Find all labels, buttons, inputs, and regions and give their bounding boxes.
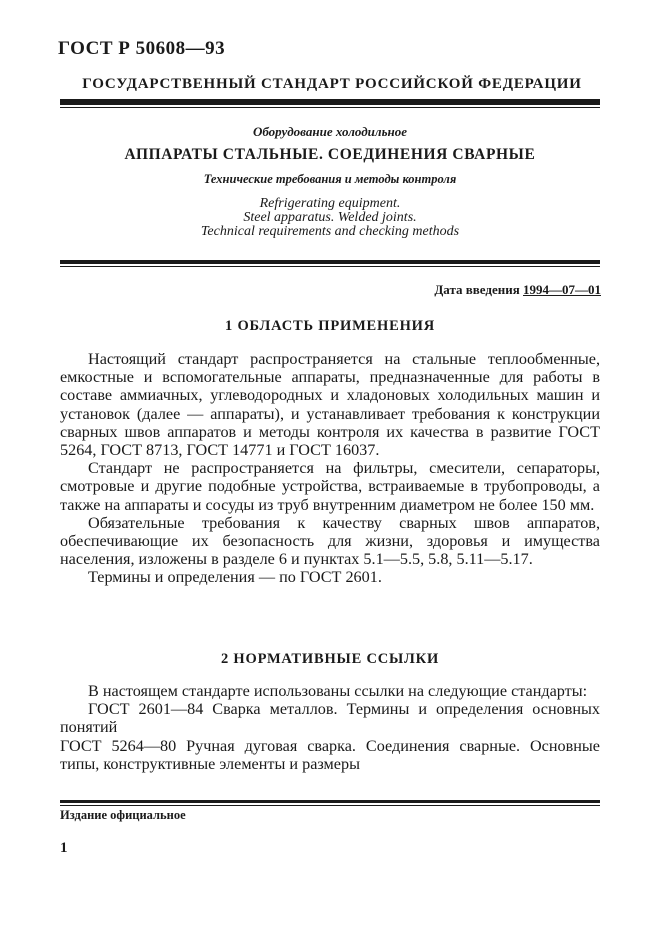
paragraph: Термины и определения — по ГОСТ 2601. — [88, 568, 382, 587]
reference-item: ГОСТ 2601—84 Сварка металлов. Термины и определения основных понятий — [60, 700, 600, 737]
header-rule-thin — [60, 107, 600, 108]
title-rule-thick — [60, 260, 600, 264]
english-title — [60, 197, 600, 239]
document-main-title: АППАРАТЫ СТАЛЬНЫЕ. СОЕДИНЕНИЯ СВАРНЫЕ — [124, 146, 536, 163]
footer-rule-thick — [60, 800, 600, 803]
equipment-subtitle: Оборудование холодильное — [252, 124, 408, 139]
document-code: ГОСТ Р 50608—93 — [58, 38, 226, 59]
introduction-date-label: Дата введения — [434, 282, 520, 297]
section-heading-references: 2 НОРМАТИВНЫЕ ССЫЛКИ — [220, 651, 440, 667]
english-title-line: Refrigerating equipment. — [259, 196, 401, 211]
title-rule-thin — [60, 266, 600, 267]
page-number: 1 — [60, 840, 68, 856]
section-body-scope — [60, 350, 600, 587]
english-title-line: Technical requirements and checking methods — [200, 224, 460, 239]
section-body-references — [60, 682, 600, 773]
introduction-date — [434, 282, 601, 298]
english-title-line: Steel apparatus. Welded joints. — [243, 210, 417, 225]
introduction-date-value: 1994—07—01 — [523, 282, 601, 297]
section-heading-scope: 1 ОБЛАСТЬ ПРИМЕНЕНИЯ — [224, 318, 436, 334]
paragraph: Стандарт не распространяется на фильтры, смесители, сепараторы, смотровые и другие подобные устройства, встраиваемые в трубопроводы, а также на аппараты и сосуды из труб внутренним диаметром не более 150 мм. — [60, 459, 600, 514]
requirements-subtitle: Технические требования и методы контроля — [203, 172, 457, 186]
reference-item: ГОСТ 5264—80 Ручная дуговая сварка. Соединения сварные. Основные типы, конструктивные элементы и размеры — [60, 736, 600, 773]
paragraph: Обязательные требования к качеству сварных швов аппаратов, обеспечивающие их безопасность для жизни, здоровья и имущества населения, изложены в разделе 6 и пунктах 5.1—5.5, 5.8, 5.11—5.17. — [60, 513, 600, 569]
footer-rule-thin — [60, 805, 600, 806]
state-standard-title: ГОСУДАРСТВЕННЫЙ СТАНДАРТ РОССИЙСКОЙ ФЕДЕРАЦИИ — [82, 76, 582, 92]
official-edition-note: Издание официальное — [60, 808, 186, 822]
header-rule-thick — [60, 99, 600, 105]
paragraph: В настоящем стандарте использованы ссылки на следующие стандарты: — [88, 682, 588, 700]
paragraph: Настоящий стандарт распространяется на стальные теплообменные, емкостные и вспомогательные аппараты, предназначенные для работы в составе аммиачных, углеводородных и хладоновых холодильных машин и установок (далее — аппараты), и устанавливает требования к конструкции сварных швов аппаратов и методы контроля их качества в развитие ГОСТ 5264, ГОСТ 8713, ГОСТ 14771 и ГОСТ 16037. — [60, 350, 600, 460]
